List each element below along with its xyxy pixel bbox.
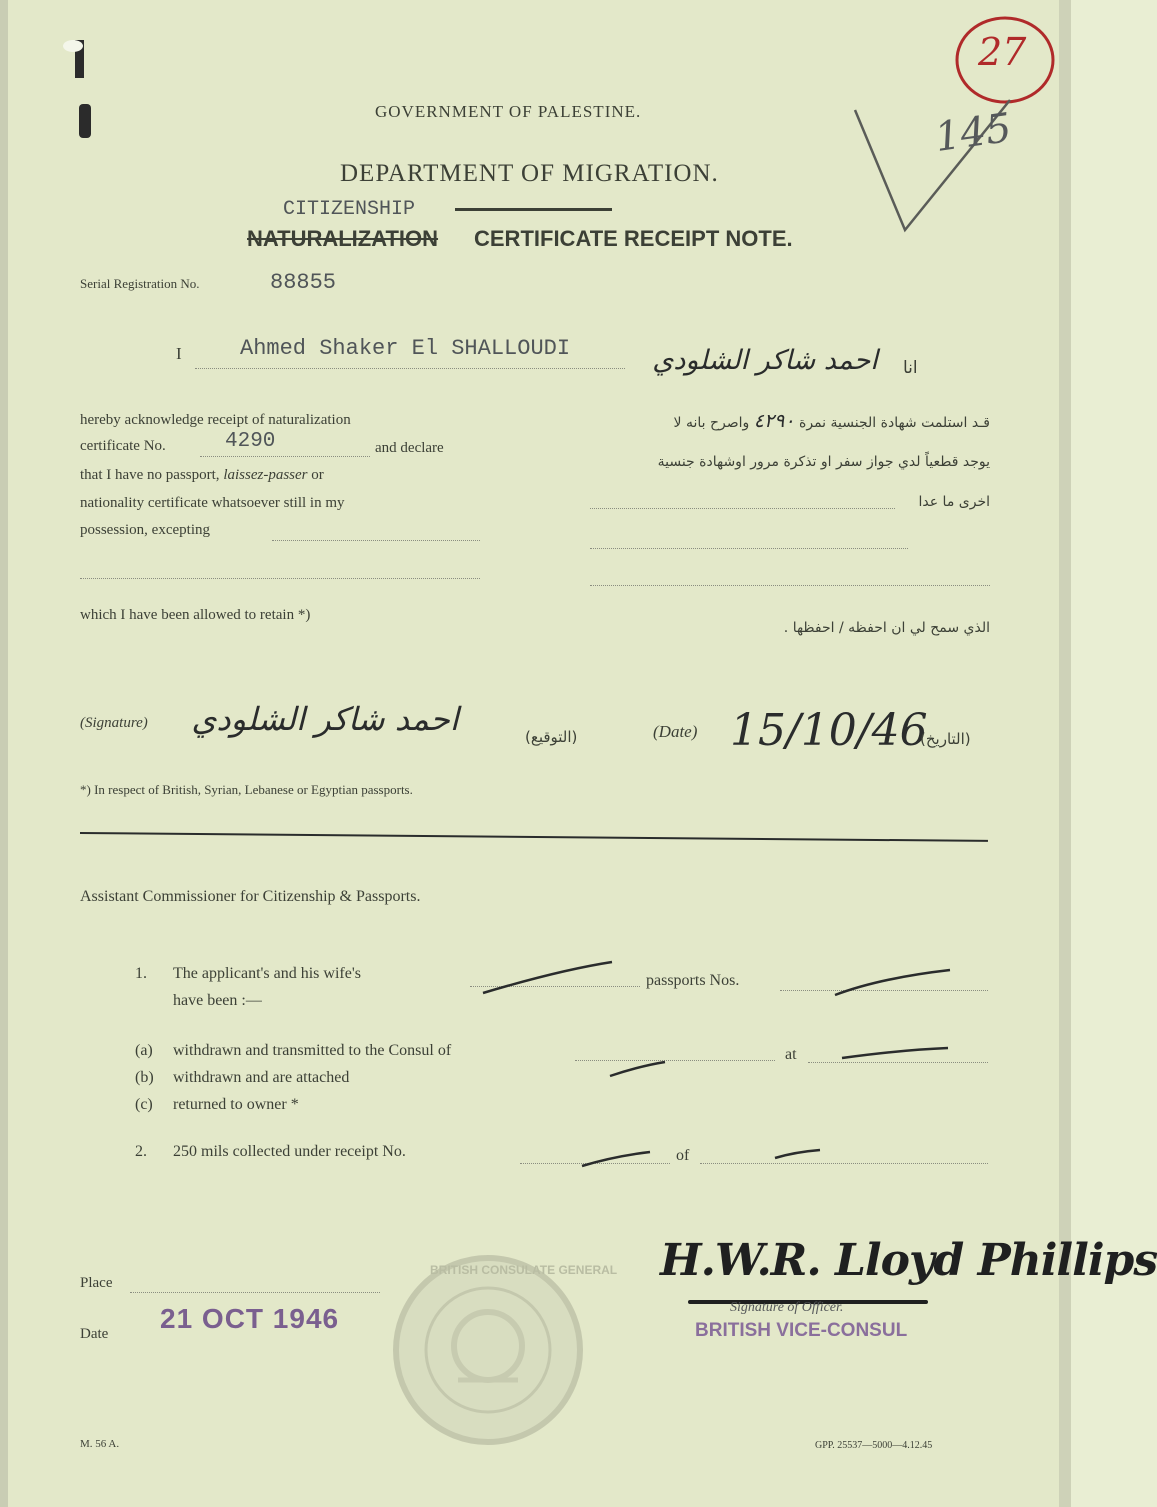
item-c-text: returned to owner *: [173, 1096, 299, 1113]
item-2-number: 2.: [135, 1143, 147, 1160]
vice-consul-stamp: BRITISH VICE-CONSUL: [695, 1320, 908, 1341]
item-2-text: 250 mils collected under receipt No.: [173, 1143, 406, 1160]
declaration-line-3: that I have no passport,: [80, 467, 220, 483]
serial-number: 88855: [270, 270, 337, 295]
government-heading: GOVERNMENT OF PALESTINE.: [375, 102, 642, 121]
footnote: *) In respect of British, Syrian, Lebanese or Egyptian passports.: [80, 782, 413, 797]
typed-correction: CITIZENSHIP: [283, 198, 416, 221]
date-label: (Date): [653, 722, 698, 741]
item-1-number: 1.: [135, 965, 147, 982]
applicant-prefix: I: [176, 344, 182, 363]
arabic-line-3: اخرى ما عدا: [918, 494, 990, 510]
laissez-passer-text: laissez-passer: [223, 467, 308, 483]
item-c-marker: (c): [135, 1096, 153, 1113]
applicant-signature: احمد شاكر الشلودي: [191, 700, 459, 738]
arabic-retain-text: الذي سمح لي ان احفظه / احفظها .: [783, 620, 990, 636]
item-2-of: of: [676, 1147, 690, 1164]
pencil-number: 145: [932, 104, 1015, 162]
form-code: M. 56 A.: [80, 1438, 120, 1450]
applicant-arabic-name: احمد شاكر الشلودي: [652, 345, 878, 376]
applicant-name: Ahmed Shaker El SHALLOUDI: [240, 336, 571, 361]
certificate-number: 4290: [225, 430, 276, 453]
document-title: CERTIFICATE RECEIPT NOTE.: [474, 226, 793, 251]
date-stamp: 21 OCT 1946: [160, 1303, 340, 1334]
item-1-have-been: have been :—: [173, 992, 262, 1009]
signature-label: (Signature): [80, 715, 148, 731]
declaration-line-3b: or: [311, 467, 324, 483]
item-a-at: at: [785, 1046, 797, 1063]
item-1-text: The applicant's and his wife's: [173, 965, 361, 982]
arabic-certificate-number: ٤٢٩٠: [753, 410, 795, 432]
declaration-line-1: hereby acknowledge receipt of naturalization: [80, 412, 351, 428]
arabic-line-1b: واصرح بانه لا: [673, 415, 750, 431]
struck-word: NATURALIZATION: [247, 226, 439, 251]
item-1-passports-label: passports Nos.: [646, 972, 740, 989]
place-line: [130, 1292, 380, 1293]
declaration-line-2b: and declare: [375, 440, 444, 456]
item-b-marker: (b): [135, 1069, 154, 1086]
consulate-seal: [388, 1250, 588, 1450]
signature-label-arabic: (التوقيع): [525, 728, 578, 746]
retain-text: which I have been allowed to retain *): [80, 607, 311, 623]
place-label: Place: [80, 1275, 113, 1291]
item-a-text: withdrawn and transmitted to the Consul of: [173, 1042, 452, 1059]
declaration-line-2: certificate No.: [80, 438, 166, 454]
office-heading: Assistant Commissioner for Citizenship & Passports.: [80, 888, 421, 905]
arabic-line-2: يوجد قطعياً لدي جواز سفر او تذكرة مرور اوشهادة جنسية: [657, 454, 990, 470]
declaration-line-5: possession, excepting: [80, 522, 210, 538]
arabic-line-1a: قـد استلمت شهادة الجنسية نمرة: [799, 415, 990, 431]
item-a-marker: (a): [135, 1042, 153, 1059]
date-label-arabic: (التاريخ): [920, 730, 971, 748]
bottom-date-label: Date: [80, 1326, 109, 1342]
serial-label: Serial Registration No.: [80, 276, 200, 291]
department-heading: DEPARTMENT OF MIGRATION.: [340, 160, 719, 187]
signature-date: 15/10/46: [730, 705, 928, 756]
printer-code: GPP. 25537—5000—4.12.45: [815, 1440, 933, 1451]
declaration-line-4: nationality certificate whatsoever still in my: [80, 495, 345, 511]
circled-number: 27: [978, 30, 1027, 74]
officer-signature: H.W.R. Lloyd Phillips: [660, 1235, 1157, 1286]
seal-text: BRITISH CONSULATE GENERAL: [430, 1263, 618, 1277]
item-b-text: withdrawn and are attached: [173, 1069, 350, 1086]
officer-caption: Signature of Officer.: [730, 1300, 844, 1315]
applicant-arabic-prefix: انا: [903, 358, 918, 378]
